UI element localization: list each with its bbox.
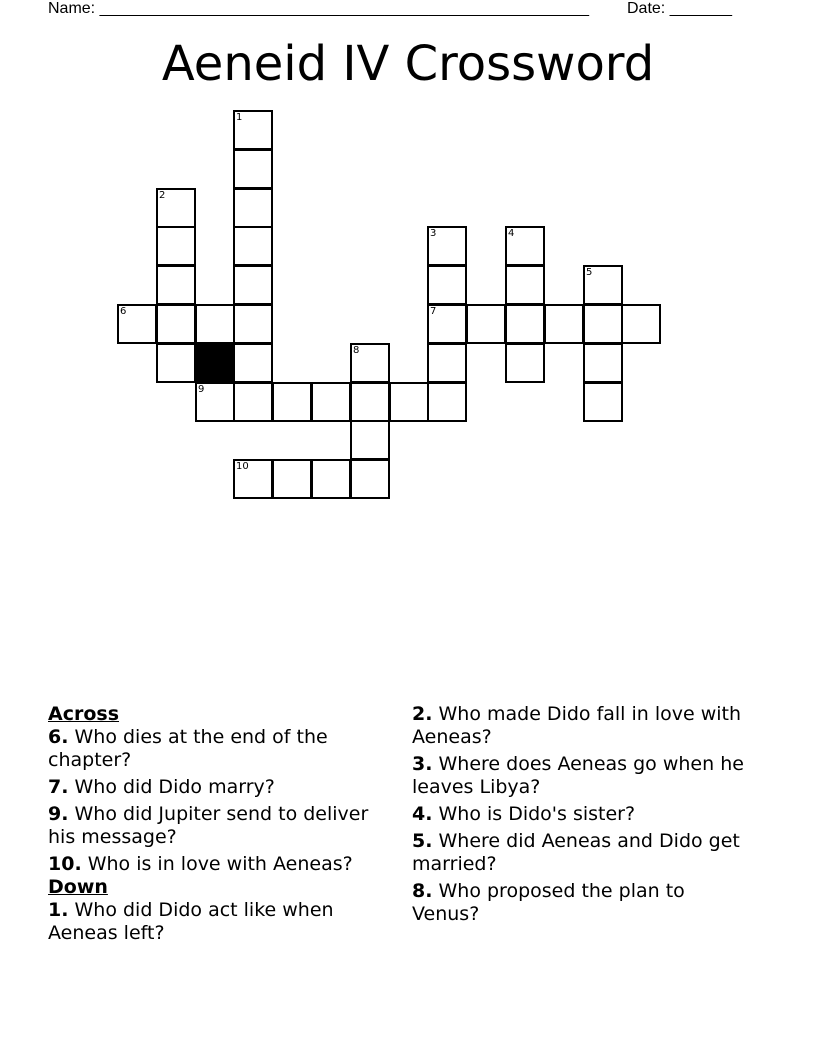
clue-text: Who is Dido's sister?	[438, 803, 636, 825]
grid-cell[interactable]	[233, 149, 273, 189]
clue-text: Who proposed the plan to Venus?	[412, 880, 685, 925]
clue-down-5	[412, 830, 757, 876]
clue-text: Who dies at the end of the chapter?	[48, 726, 328, 771]
clue-text: Who did Dido marry?	[74, 776, 275, 798]
grid-cell[interactable]	[233, 188, 273, 228]
clue-across-6	[48, 726, 393, 772]
grid-cell[interactable]	[195, 382, 235, 422]
clue-number-label: 8	[353, 345, 360, 356]
clue-down-1	[48, 899, 393, 945]
clue-text: Where did Aeneas and Dido get married?	[412, 830, 740, 875]
grid-cell[interactable]	[233, 265, 273, 305]
clues-column-left	[48, 703, 393, 949]
clue-across-7	[48, 776, 393, 799]
clue-number: 1.	[48, 899, 69, 921]
grid-cell[interactable]	[311, 459, 351, 499]
clue-number-label: 4	[508, 228, 515, 239]
clue-number-label: 3	[430, 228, 437, 239]
grid-cell[interactable]	[233, 459, 273, 499]
clue-number-label: 1	[236, 112, 243, 123]
clue-number: 5.	[412, 830, 433, 852]
grid-cell[interactable]	[272, 459, 312, 499]
grid-cell[interactable]	[583, 382, 623, 422]
grid-cell[interactable]	[156, 304, 196, 344]
clue-text: Who did Jupiter send to deliver his message?	[48, 803, 369, 848]
clue-across-10	[48, 853, 393, 876]
blocked-cell	[195, 343, 235, 383]
grid-cell[interactable]	[427, 382, 467, 422]
grid-cell[interactable]	[505, 226, 545, 266]
grid-cell[interactable]	[583, 265, 623, 305]
clue-number-label: 7	[430, 306, 437, 317]
grid-cell[interactable]	[233, 110, 273, 150]
clue-down-4	[412, 803, 757, 826]
clues-column-right	[412, 703, 757, 930]
grid-cell[interactable]	[195, 304, 235, 344]
clue-number: 7.	[48, 776, 69, 798]
clue-down-2	[412, 703, 757, 749]
clue-down-3	[412, 753, 757, 799]
grid-cell[interactable]	[233, 382, 273, 422]
across-heading: Across	[48, 703, 120, 725]
grid-cell[interactable]	[505, 304, 545, 344]
grid-cell[interactable]	[156, 226, 196, 266]
clue-number: 6.	[48, 726, 69, 748]
grid-cell[interactable]	[233, 304, 273, 344]
grid-cell[interactable]	[427, 226, 467, 266]
grid-cell[interactable]	[427, 343, 467, 383]
clue-down-8	[412, 880, 757, 926]
grid-cell[interactable]	[505, 343, 545, 383]
clue-number: 8.	[412, 880, 433, 902]
grid-cell[interactable]	[233, 226, 273, 266]
grid-cell[interactable]	[621, 304, 661, 344]
grid-cell[interactable]	[427, 304, 467, 344]
grid-cell[interactable]	[272, 382, 312, 422]
crossword-grid	[0, 0, 816, 520]
clue-number-label: 5	[586, 267, 593, 278]
clue-across-9	[48, 803, 393, 849]
grid-cell[interactable]	[117, 304, 157, 344]
clue-number: 4.	[412, 803, 433, 825]
grid-cell[interactable]	[389, 382, 429, 422]
clue-text: Who is in love with Aeneas?	[87, 853, 353, 875]
page-title: Aeneid IV Crossword	[161, 36, 655, 92]
down-heading: Down	[48, 876, 108, 898]
grid-cell[interactable]	[583, 343, 623, 383]
clue-number: 3.	[412, 753, 433, 775]
grid-cell[interactable]	[156, 265, 196, 305]
grid-cell[interactable]	[544, 304, 584, 344]
date-field-label: Date: _______	[627, 0, 732, 17]
clue-text: Where does Aeneas go when he leaves Libya?	[412, 753, 744, 798]
grid-cell[interactable]	[156, 188, 196, 228]
grid-cell[interactable]	[156, 343, 196, 383]
grid-cell[interactable]	[583, 304, 623, 344]
grid-cell[interactable]	[350, 420, 390, 460]
grid-cell[interactable]	[233, 343, 273, 383]
clue-number: 10.	[48, 853, 82, 875]
grid-cell[interactable]	[311, 382, 351, 422]
name-field-label: Name: _______________________________________________________	[48, 0, 589, 17]
clue-number: 9.	[48, 803, 69, 825]
grid-cell[interactable]	[350, 382, 390, 422]
grid-cell[interactable]	[350, 343, 390, 383]
clue-number-label: 9	[198, 384, 205, 395]
clue-number-label: 6	[120, 306, 127, 317]
clue-text: Who did Dido act like when Aeneas left?	[48, 899, 334, 944]
grid-cell[interactable]	[466, 304, 506, 344]
grid-cell[interactable]	[427, 265, 467, 305]
grid-cell[interactable]	[350, 459, 390, 499]
clue-number: 2.	[412, 703, 433, 725]
clue-number-label: 10	[236, 461, 249, 472]
clue-number-label: 2	[159, 190, 166, 201]
clue-text: Who made Dido fall in love with Aeneas?	[412, 703, 742, 748]
grid-cell[interactable]	[505, 265, 545, 305]
